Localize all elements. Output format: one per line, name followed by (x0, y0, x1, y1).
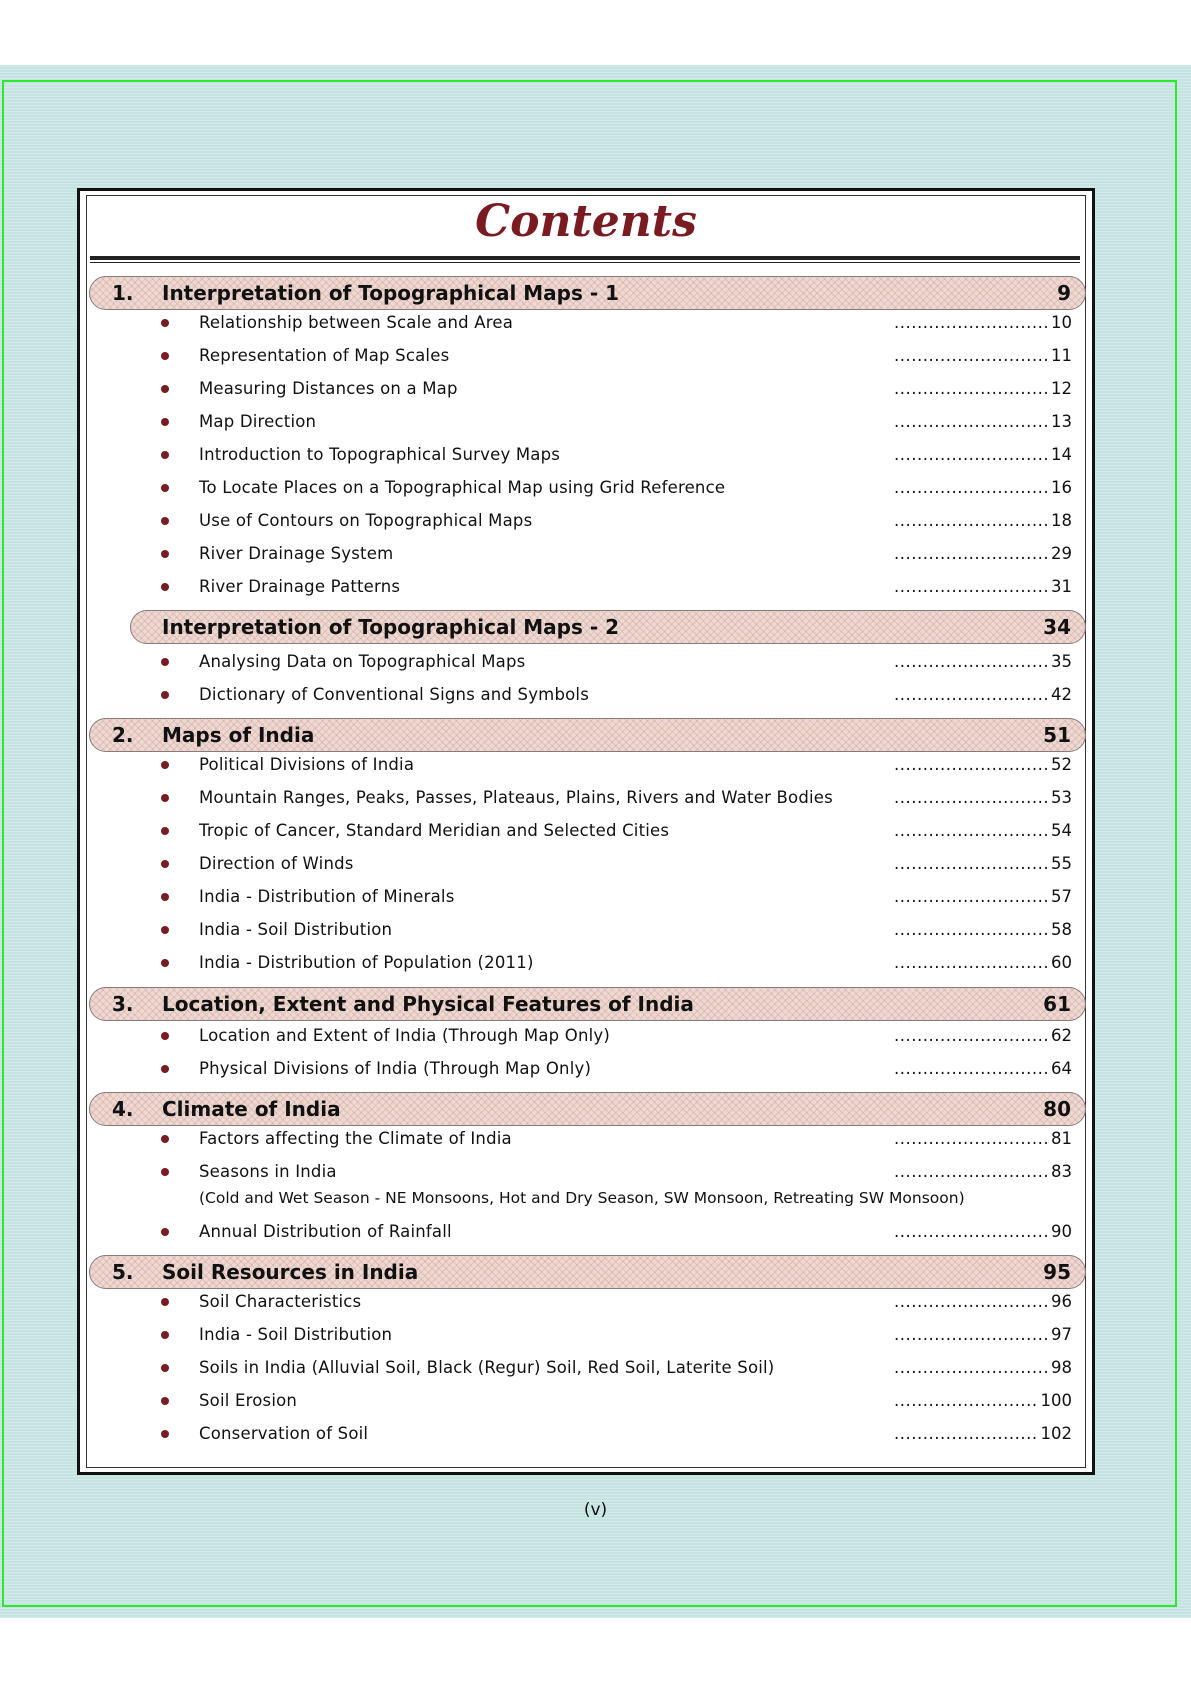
item-label: India - Distribution of Population (2011) (199, 953, 534, 972)
dot-leader: ........................... (894, 511, 1050, 530)
list-item[interactable] (0, 818, 1072, 844)
section-heading[interactable] (89, 987, 1086, 1021)
item-label: Analysing Data on Topographical Maps (199, 652, 526, 671)
item-page: 55 (1051, 854, 1072, 873)
item-page: 102 (1040, 1424, 1072, 1443)
dot-leader: ........................... (894, 788, 1050, 807)
item-label: Location and Extent of India (Through Map Only) (199, 1026, 611, 1045)
bullet-icon (161, 827, 169, 835)
section-page: 61 (1043, 992, 1071, 1016)
list-item[interactable] (0, 917, 1072, 943)
section-heading[interactable] (89, 718, 1086, 752)
item-label: Soil Erosion (199, 1391, 298, 1410)
section-title: Climate of India (162, 1097, 341, 1121)
list-item[interactable] (0, 541, 1072, 567)
section-page: 51 (1043, 723, 1071, 747)
dot-leader: ......................... (894, 1391, 1038, 1410)
section-number: 2. (112, 723, 134, 747)
item-page: 58 (1051, 920, 1072, 939)
list-item[interactable] (0, 1388, 1072, 1414)
item-note: (Cold and Wet Season - NE Monsoons, Hot and Dry Season, SW Monsoon, Retreating SW Monsoon) (199, 1189, 965, 1207)
bullet-icon (161, 1397, 169, 1405)
list-item[interactable] (0, 752, 1072, 778)
item-page: 42 (1051, 685, 1072, 704)
section-title: Soil Resources in India (162, 1260, 419, 1284)
list-item[interactable] (0, 1219, 1072, 1245)
section-title: Maps of India (162, 723, 315, 747)
item-page: 83 (1051, 1162, 1072, 1181)
item-label: Tropic of Cancer, Standard Meridian and Selected Cities (199, 821, 670, 840)
bullet-icon (161, 959, 169, 967)
item-label: India - Soil Distribution (199, 920, 393, 939)
item-label: Political Divisions of India (199, 755, 415, 774)
bullet-icon (161, 893, 169, 901)
item-label: Soil Characteristics (199, 1292, 362, 1311)
item-label: Relationship between Scale and Area (199, 313, 514, 332)
dot-leader: ........................... (894, 1026, 1050, 1045)
item-page: 10 (1051, 313, 1072, 332)
item-page: 60 (1051, 953, 1072, 972)
item-label: Factors affecting the Climate of India (199, 1129, 512, 1148)
dot-leader: ........................... (894, 1162, 1050, 1181)
list-item[interactable] (0, 785, 1072, 811)
dot-leader: ........................... (894, 346, 1050, 365)
bullet-icon (161, 761, 169, 769)
dot-leader: ........................... (894, 854, 1050, 873)
bullet-icon (161, 451, 169, 459)
section-heading[interactable] (89, 1092, 1086, 1126)
bullet-icon (161, 1065, 169, 1073)
list-item[interactable] (0, 1023, 1072, 1049)
list-item[interactable] (0, 409, 1072, 435)
list-item[interactable] (0, 1056, 1072, 1082)
dot-leader: ........................... (894, 1222, 1050, 1241)
item-page: 57 (1051, 887, 1072, 906)
item-page: 81 (1051, 1129, 1072, 1148)
item-label: Seasons in India (199, 1162, 337, 1181)
section-page: 34 (1043, 615, 1071, 639)
list-item[interactable] (0, 343, 1072, 369)
section-heading[interactable] (89, 1255, 1086, 1289)
item-page: 97 (1051, 1325, 1072, 1344)
item-label: Representation of Map Scales (199, 346, 450, 365)
bullet-icon (161, 1331, 169, 1339)
bullet-icon (161, 860, 169, 868)
bullet-icon (161, 1032, 169, 1040)
dot-leader: ........................... (894, 313, 1050, 332)
section-number: 4. (112, 1097, 134, 1121)
bullet-icon (161, 691, 169, 699)
item-label: Soils in India (Alluvial Soil, Black (Regur) Soil, Red Soil, Laterite Soil) (199, 1358, 775, 1377)
page-number: (v) (583, 1500, 608, 1520)
item-page: 16 (1051, 478, 1072, 497)
item-label: Direction of Winds (199, 854, 354, 873)
dot-leader: ........................... (894, 1129, 1050, 1148)
item-page: 53 (1051, 788, 1072, 807)
item-page: 64 (1051, 1059, 1072, 1078)
list-item[interactable] (0, 574, 1072, 600)
bullet-icon (161, 1228, 169, 1236)
page-title: Contents (475, 196, 697, 247)
item-label: Dictionary of Conventional Signs and Symbols (199, 685, 589, 704)
item-page: 54 (1051, 821, 1072, 840)
bullet-icon (161, 385, 169, 393)
bullet-icon (161, 926, 169, 934)
bullet-icon (161, 517, 169, 525)
list-item[interactable] (0, 1322, 1072, 1348)
title-divider-thin (90, 262, 1080, 263)
section-number: 1. (112, 281, 134, 305)
dot-leader: ........................... (894, 755, 1050, 774)
item-page: 35 (1051, 652, 1072, 671)
dot-leader: ........................... (894, 445, 1050, 464)
item-label: Annual Distribution of Rainfall (199, 1222, 452, 1241)
list-item[interactable] (0, 475, 1072, 501)
item-label: Conservation of Soil (199, 1424, 369, 1443)
dot-leader: ........................... (894, 920, 1050, 939)
list-item[interactable] (0, 649, 1072, 675)
dot-leader: ........................... (894, 821, 1050, 840)
bullet-icon (161, 583, 169, 591)
list-item[interactable] (0, 508, 1072, 534)
section-page: 95 (1043, 1260, 1071, 1284)
item-label: Introduction to Topographical Survey Maps (199, 445, 561, 464)
list-item[interactable] (0, 682, 1072, 708)
item-page: 62 (1051, 1026, 1072, 1045)
item-label: Mountain Ranges, Peaks, Passes, Plateaus, Plains, Rivers and Water Bodies (199, 788, 833, 807)
item-label: Measuring Distances on a Map (199, 379, 458, 398)
item-page: 90 (1051, 1222, 1072, 1241)
bullet-icon (161, 418, 169, 426)
item-page: 12 (1051, 379, 1072, 398)
section-number: 5. (112, 1260, 134, 1284)
bullet-icon (161, 319, 169, 327)
item-page: 13 (1051, 412, 1072, 431)
item-page: 14 (1051, 445, 1072, 464)
item-page: 29 (1051, 544, 1072, 563)
dot-leader: ........................... (894, 1325, 1050, 1344)
item-label: Physical Divisions of India (Through Map Only) (199, 1059, 592, 1078)
dot-leader: ........................... (894, 544, 1050, 563)
bullet-icon (161, 794, 169, 802)
bullet-icon (161, 658, 169, 666)
list-item[interactable] (0, 851, 1072, 877)
dot-leader: ........................... (894, 953, 1050, 972)
item-page: 11 (1051, 346, 1072, 365)
list-item[interactable] (0, 1289, 1072, 1315)
item-page: 96 (1051, 1292, 1072, 1311)
list-item[interactable] (0, 1159, 1072, 1185)
section-page: 80 (1043, 1097, 1071, 1121)
item-page: 18 (1051, 511, 1072, 530)
dot-leader: ........................... (894, 1059, 1050, 1078)
dot-leader: ........................... (894, 478, 1050, 497)
section-heading[interactable] (130, 610, 1086, 644)
bullet-icon (161, 1430, 169, 1438)
bullet-icon (161, 352, 169, 360)
item-label: India - Distribution of Minerals (199, 887, 455, 906)
item-label: Map Direction (199, 412, 317, 431)
bullet-icon (161, 484, 169, 492)
item-label: Use of Contours on Topographical Maps (199, 511, 533, 530)
section-title: Interpretation of Topographical Maps - 2 (162, 615, 620, 639)
section-title: Location, Extent and Physical Features of India (162, 992, 694, 1016)
item-label: India - Soil Distribution (199, 1325, 393, 1344)
list-item[interactable] (0, 1126, 1072, 1152)
list-item[interactable] (0, 310, 1072, 336)
list-item[interactable] (0, 950, 1072, 976)
item-page: 52 (1051, 755, 1072, 774)
item-page: 98 (1051, 1358, 1072, 1377)
list-item[interactable] (0, 442, 1072, 468)
dot-leader: ........................... (894, 1292, 1050, 1311)
title-divider (90, 256, 1080, 260)
dot-leader: ........................... (894, 652, 1050, 671)
item-label: To Locate Places on a Topographical Map using Grid Reference (199, 478, 726, 497)
list-item[interactable] (0, 376, 1072, 402)
item-page: 100 (1040, 1391, 1072, 1410)
dot-leader: ......................... (894, 1424, 1038, 1443)
list-item[interactable] (0, 1421, 1072, 1447)
item-label: River Drainage Patterns (199, 577, 401, 596)
list-item[interactable] (0, 884, 1072, 910)
item-label: River Drainage System (199, 544, 394, 563)
section-title: Interpretation of Topographical Maps - 1 (162, 281, 620, 305)
item-page: 31 (1051, 577, 1072, 596)
section-heading[interactable] (89, 276, 1086, 310)
section-number: 3. (112, 992, 134, 1016)
section-page: 9 (1057, 281, 1071, 305)
dot-leader: ........................... (894, 577, 1050, 596)
bullet-icon (161, 1135, 169, 1143)
dot-leader: ........................... (894, 685, 1050, 704)
bullet-icon (161, 1168, 169, 1176)
dot-leader: ........................... (894, 1358, 1050, 1377)
dot-leader: ........................... (894, 887, 1050, 906)
bullet-icon (161, 550, 169, 558)
bullet-icon (161, 1364, 169, 1372)
dot-leader: ........................... (894, 379, 1050, 398)
bullet-icon (161, 1298, 169, 1306)
dot-leader: ........................... (894, 412, 1050, 431)
list-item[interactable] (0, 1355, 1072, 1381)
